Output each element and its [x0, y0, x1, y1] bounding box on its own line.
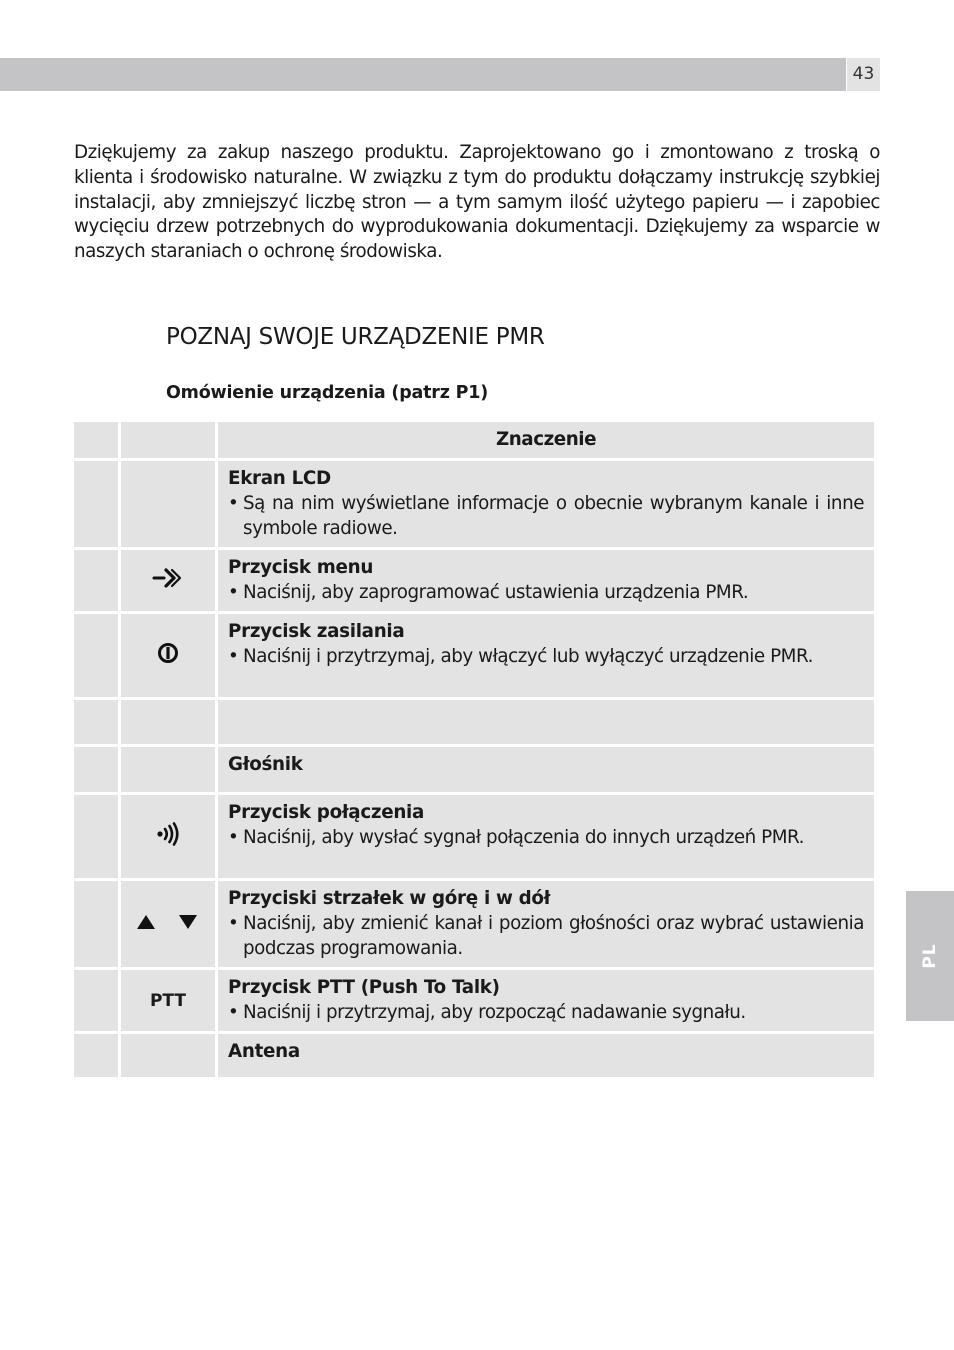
row-description-cell [218, 881, 874, 967]
row-number-cell [74, 1034, 118, 1077]
item-bullet-text: Naciśnij, aby zaprogramować ustawienia urządzenia PMR. [243, 582, 749, 603]
device-overview-table [71, 419, 877, 1080]
header-cell-icon [121, 422, 215, 458]
item-bullet-text: Naciśnij, aby zmienić kanał i poziom głośności oraz wybrać ustawienia podczas programowania. [243, 913, 864, 959]
item-title: Głośnik [228, 754, 303, 775]
item-title: Przycisk zasilania [228, 621, 405, 642]
page-number: 43 [847, 58, 880, 91]
up-down-arrows-icon [135, 912, 201, 937]
table-header-row [74, 422, 874, 458]
header-bar [0, 58, 846, 91]
table-row [74, 614, 874, 697]
header-cell-meaning: Znaczenie [218, 422, 874, 458]
table-row [74, 461, 874, 547]
row-description-cell [218, 747, 874, 792]
row-icon-cell [121, 747, 215, 792]
row-icon-cell [121, 970, 215, 1031]
item-bullet: • Są na nim wyświetlane informacje o obecnie wybranym kanale i inne symbole radiowe. [228, 493, 864, 539]
table-row [74, 700, 874, 744]
row-number-cell [74, 970, 118, 1031]
item-bullet-text: Naciśnij i przytrzymaj, aby włączyć lub wyłączyć urządzenie PMR. [243, 646, 813, 667]
row-description-cell [218, 700, 874, 744]
table-row [74, 795, 874, 878]
row-number-cell [74, 700, 118, 744]
row-icon-cell [121, 700, 215, 744]
row-number-cell [74, 881, 118, 967]
item-title: Antena [228, 1041, 300, 1062]
row-icon-cell [121, 614, 215, 697]
row-description-cell [218, 614, 874, 697]
row-description-cell [218, 795, 874, 878]
power-icon [156, 641, 180, 670]
row-icon-cell [121, 881, 215, 967]
item-bullet-text: Są na nim wyświetlane informacje o obecnie wybranym kanale i inne symbole radiowe. [243, 493, 864, 539]
menu-arrow-icon [152, 567, 184, 594]
row-description-cell [218, 461, 874, 547]
item-title: Ekran LCD [228, 468, 331, 489]
row-description-cell [218, 550, 874, 611]
table-row [74, 747, 874, 792]
item-bullet: • Naciśnij, aby zmienić kanał i poziom głośności oraz wybrać ustawienia podczas programowania. [228, 913, 864, 959]
table-row [74, 550, 874, 611]
row-description-cell [218, 970, 874, 1031]
row-icon-cell [121, 461, 215, 547]
table-row [74, 1034, 874, 1077]
item-bullet-text: Naciśnij i przytrzymaj, aby rozpocząć nadawanie sygnału. [243, 1002, 746, 1023]
row-description-cell [218, 1034, 874, 1077]
section-title: POZNAJ SWOJE URZĄDZENIE PMR [166, 324, 545, 350]
row-icon-cell [121, 1034, 215, 1077]
item-title: Przycisk menu [228, 557, 374, 578]
item-title: Przycisk połączenia [228, 802, 425, 823]
item-bullet-text: Naciśnij, aby wysłać sygnał połączenia do innych urządzeń PMR. [243, 827, 805, 848]
row-number-cell [74, 550, 118, 611]
intro-paragraph: Dziękujemy za zakup naszego produktu. Zaprojektowano go i zmontowano z troską o klienta i środowisko naturalne. W związku z tym do produktu dołączamy instrukcję szybkiej instalacji, aby zmniejszyć liczbę stron — a tym samym ilość użytego papieru — i zapobiec wycięciu drzew potrzebnych do wyprodukowania dokumentacji. Dziękujemy za wsparcie w naszych staraniach o ochronę środowiska. [74, 142, 880, 263]
row-number-cell [74, 614, 118, 697]
language-tab-label: PL [920, 943, 940, 969]
sub-title: Omówienie urządzenia (patrz P1) [166, 383, 489, 403]
row-icon-cell [121, 550, 215, 611]
item-bullet: • Naciśnij i przytrzymaj, aby włączyć lub wyłączyć urządzenie PMR. [228, 644, 864, 669]
item-title: Przycisk PTT (Push To Talk) [228, 977, 500, 998]
language-tab [906, 891, 954, 1021]
item-bullet: • Naciśnij, aby zaprogramować ustawienia urządzenia PMR. [228, 580, 864, 605]
table-row [74, 970, 874, 1031]
ptt-label: PTT [149, 990, 187, 1011]
row-number-cell [74, 461, 118, 547]
item-bullet: • Naciśnij, aby wysłać sygnał połączenia do innych urządzeń PMR. [228, 825, 864, 850]
row-number-cell [74, 747, 118, 792]
row-icon-cell [121, 795, 215, 878]
row-number-cell [74, 795, 118, 878]
call-signal-icon [155, 821, 181, 852]
item-title: Przyciski strzałek w górę i w dół [228, 888, 551, 909]
item-bullet: • Naciśnij i przytrzymaj, aby rozpocząć nadawanie sygnału. [228, 1000, 864, 1025]
header-cell-number [74, 422, 118, 458]
table-row [74, 881, 874, 967]
